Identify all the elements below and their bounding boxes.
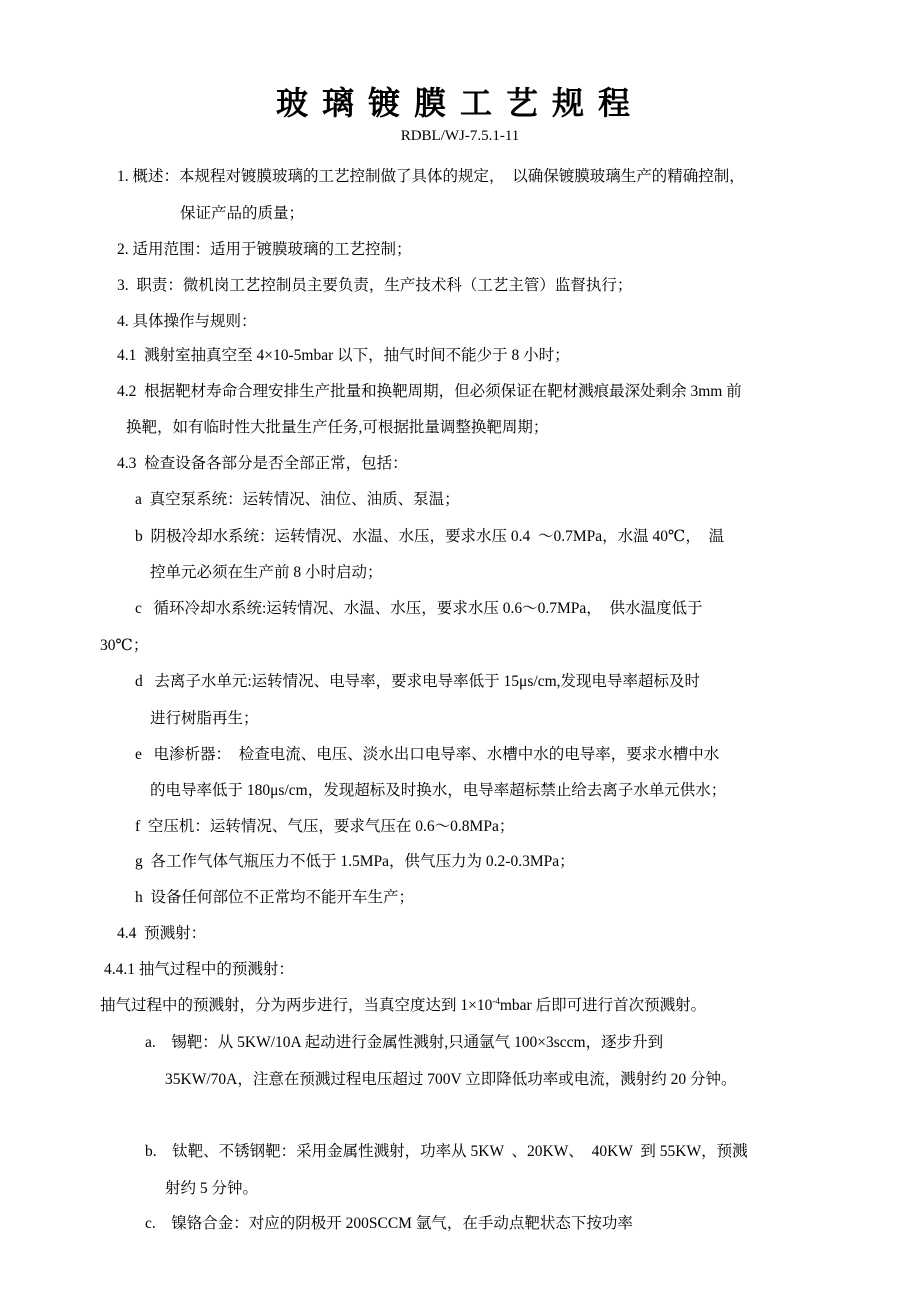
presputter-text-before: 抽气过程中的预溅射，分为两步进行，当真空度达到 1×10 bbox=[100, 997, 493, 1014]
item-h-line: h 设备任何部位不正常均不能开车生产； bbox=[135, 889, 415, 906]
document-title: 玻璃镀膜工艺规程 bbox=[275, 84, 644, 122]
step-a-continued: 35KW/70A，注意在预溅过程电压超过 700V 立即降低功率或电流，溅射约 20 分钟。 bbox=[165, 1071, 737, 1088]
item-b-line: b 阴极冷却水系统：运转情况、水温、水压，要求水压 0.4 ～0.7MPa，水温 40℃， 温 bbox=[135, 528, 725, 545]
item-g-line: g 各工作气体气瓶压力不低于 1.5MPa，供气压力为 0.2-0.3MPa； bbox=[135, 853, 575, 870]
presputter-exponent: -4 bbox=[492, 996, 500, 1006]
presputter-text-after: mbar 后即可进行首次预溅射。 bbox=[499, 997, 707, 1014]
document-code: RDBL/WJ-7.5.1-11 bbox=[400, 128, 520, 144]
item-d-line: d 去离子水单元:运转情况、电导率，要求电导率低于 15μs/cm,发现电导率超标及时 bbox=[135, 673, 701, 690]
item-b-continued: 控单元必须在生产前 8 小时启动； bbox=[150, 564, 383, 581]
section-3-line: 3. 职责：微机岗工艺控制员主要负责，生产技术科（工艺主管）监督执行； bbox=[117, 277, 633, 294]
item-d-continued: 进行树脂再生； bbox=[150, 710, 259, 727]
section-4-2-continued: 换靶，如有临时性大批量生产任务,可根据批量调整换靶周期； bbox=[126, 419, 549, 436]
section-4-3-heading: 4.3 检查设备各部分是否全部正常，包括： bbox=[117, 455, 408, 472]
presputter-intro-line bbox=[100, 996, 706, 1016]
item-e-continued: 的电导率低于 180μs/cm，发现超标及时换水，电导率超标禁止给去离子水单元供水； bbox=[150, 782, 727, 799]
item-e-line: e 电渗析器： 检查电流、电压、淡水出口电导率、水槽中水的电导率，要求水槽中水 bbox=[135, 746, 720, 763]
section-4-4-heading: 4.4 预溅射： bbox=[117, 925, 207, 942]
item-c-continued: 30℃； bbox=[100, 637, 149, 654]
section-4-1-line: 4.1 溅射室抽真空至 4×10-5mbar 以下，抽气时间不能少于 8 小时； bbox=[117, 347, 570, 364]
step-b-continued: 射约 5 分钟。 bbox=[165, 1180, 259, 1197]
section-4-2-line: 4.2 根据靶材寿命合理安排生产批量和换靶周期，但必须保证在靶材溅痕最深处剩余 3mm 前 bbox=[117, 383, 742, 400]
section-1-line: 1. 概述：本规程对镀膜玻璃的工艺控制做了具体的规定， 以确保镀膜玻璃生产的精确控制， bbox=[117, 168, 745, 185]
item-c-line: c 循环冷却水系统:运转情况、水温、水压，要求水压 0.6～0.7MPa， 供水温度低于 bbox=[135, 600, 703, 617]
step-a-line: a. 锡靶：从 5KW/10A 起动进行金属性溅射,只通氩气 100×3sccm，逐步升到 bbox=[145, 1034, 664, 1051]
step-b-line: b. 钛靶、不锈钢靶：采用金属性溅射，功率从 5KW 、20KW、 40KW 到 55KW，预溅 bbox=[145, 1143, 748, 1160]
section-2-line: 2. 适用范围：适用于镀膜玻璃的工艺控制； bbox=[117, 241, 412, 258]
section-1-continued: 保证产品的质量； bbox=[180, 205, 305, 222]
step-c-line: c. 镍铬合金：对应的阴极开 200SCCM 氩气，在手动点靶状态下按功率 bbox=[145, 1215, 633, 1232]
section-4-4-1-heading: 4.4.1 抽气过程中的预溅射： bbox=[104, 961, 294, 978]
item-a-line: a 真空泵系统：运转情况、油位、油质、泵温； bbox=[135, 491, 460, 508]
item-f-line: f 空压机：运转情况、气压，要求气压在 0.6～0.8MPa； bbox=[135, 818, 515, 835]
section-4-heading: 4. 具体操作与规则： bbox=[117, 313, 257, 330]
